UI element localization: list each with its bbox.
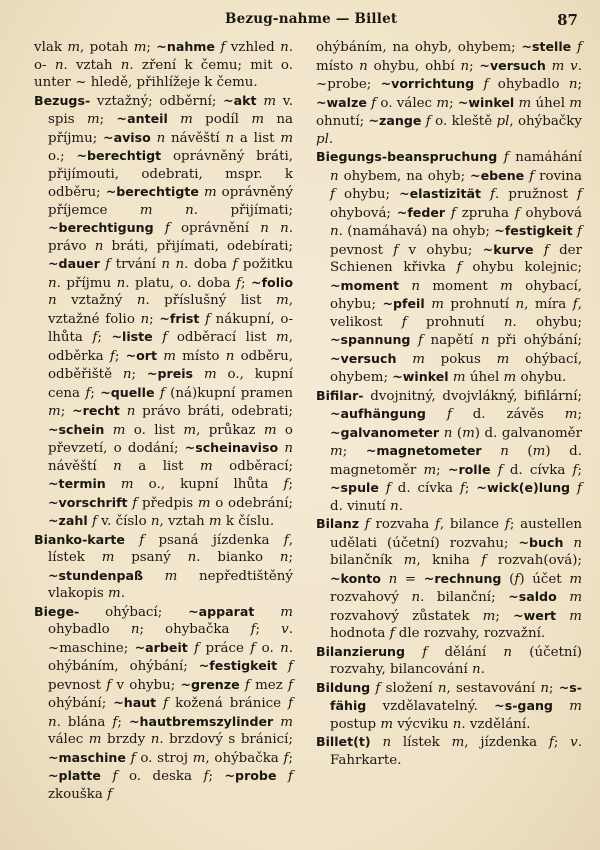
dictionary-entry: Billet(t) n lístek m, jízdenka f; v. Fahrkarte. [316, 734, 582, 768]
dictionary-entry: Bifilar- dvojnitný, dvojvlákný, bifilární; ~aufhängung f d. závěs m; ~galvanometer n (m) d. galvanoměr m; ~magnetometer n (m) d. magnetoměr m; ~rolle f d. cívka f; ~spule f d. cívka f; ~wick(e)lung f d. vinutí n. [316, 387, 582, 514]
dictionary-entry: Bilanzierung f dělání n (účetní) rozvahy, bilancování n. [316, 643, 583, 677]
page-number: 87 [557, 11, 578, 29]
left-column [34, 38, 293, 803]
dictionary-entry: ohýbáním, na ohyb, ohybem; ~stelle f místo n ohybu, ohbí n; ~versuch m v. ~probe; ~vorrichtung f ohybadlo n; ~walze f o. válec m; ~winkel m úhel m ohnutí; ~zange f o. kleště pl, ohýbačky pl. [316, 39, 582, 147]
dictionary-entry: vlak m, potah m; ~nahme f vzhled n. o- n. vztah n. zření k čemu; mit o. unter ~ hledě, přihlížeje k čemu. [34, 39, 293, 90]
dictionary-entry: Bilanz f rozvaha f, bilance f; austellen udělati (účetní) rozvahu; ~buch n bilančník m, kniha f rozvah(ová); ~konto n = ~rechnung (f) účet m rozvahový n. bilanční; ~saldo m rozvahový zůstatek m; ~wert m hodnota f dle rozvahy, rozvažní. [316, 516, 583, 641]
dictionary-entry: Biege- ohýbací; ~apparat m ohybadlo n; ohybačka f; v. ~maschine; ~arbeit f práce f o. n. ohýbáním, ohýbání; ~festigkeit f pevnost f v ohybu; ~grenze f mez f ohýbání; ~haut f kožená bránice f n. blána f; ~hautbremszylinder m válec m brzdy n. brzdový s bránicí; ~maschine f o. stroj m, ohýbačka f; ~platte f o. deska f; ~probe f zkouška f [34, 603, 293, 802]
running-head: Bezug-nahme — Billet [225, 11, 398, 27]
dictionary-entry: Bezugs- vztažný; odběrní; ~akt m v. spis m; ~anteil m podíl m na příjmu; ~aviso n návěští n a list m o.; ~berechtigt oprávněný bráti, přijímouti, odebrati, mspr. k odběru; ~berechtigte m oprávněný příjemce m n. přijímati; ~berechtigung f oprávnění n n. právo n bráti, přijímati, odebírati; ~dauer f trvání n n. doba f požitku n. příjmu n. platu, o. doba f; ~folio n vztažný n. příslušný list m, vztažné folio n; ~frist f nákupní, o- lhůta f; ~liste f odběrací list m, odběrka f; ~ort m místo n odběru, odběřiště n; ~preis m o., kupní cena f; ~quelle f (ná)kupní pramen m; ~recht n právo bráti, odebrati; ~schein m o. list m, průkaz m o převzetí, o dodání; ~scheinaviso n návěští n a list m odběrací; ~termin m o., kupní lhůta f; ~vorschrift f předpis m o odebrání; ~zahl f v. číslo n, vztah m k číslu. [34, 92, 294, 529]
dictionary-entry: Bildung f složení n, sestavování n; ~s-fähig vzdělavatelný. ~s-gang m postup m výcviku n. vzdělání. [316, 679, 582, 732]
dictionary-entry: Biegungs-beanspruchung f namáhání n ohybem, na ohyb; ~ebene f rovina f ohybu; ~elastizität f. pružnost f ohybová; ~feder f zpruha f ohybová n. (namáhavá) na ohyb; ~festigkeit f pevnost f v ohybu; ~kurve f der Schienen křivka f ohybu kolejnic; ~moment n moment m ohybací, ohybu; ~pfeil m prohnutí n, míra f, velikost f prohnutí n. ohybu; ~spannung f napětí n při ohýbání; ~versuch m pokus m ohýbací, ohybem; ~winkel m úhel m ohybu. [316, 149, 583, 385]
dictionary-entry: Bianko-karte f psaná jízdenka f, lístek m psaný n. bianko n; ~stundenpaß m nepředtištěný vlakopis m. [34, 531, 293, 601]
right-column [316, 38, 582, 769]
